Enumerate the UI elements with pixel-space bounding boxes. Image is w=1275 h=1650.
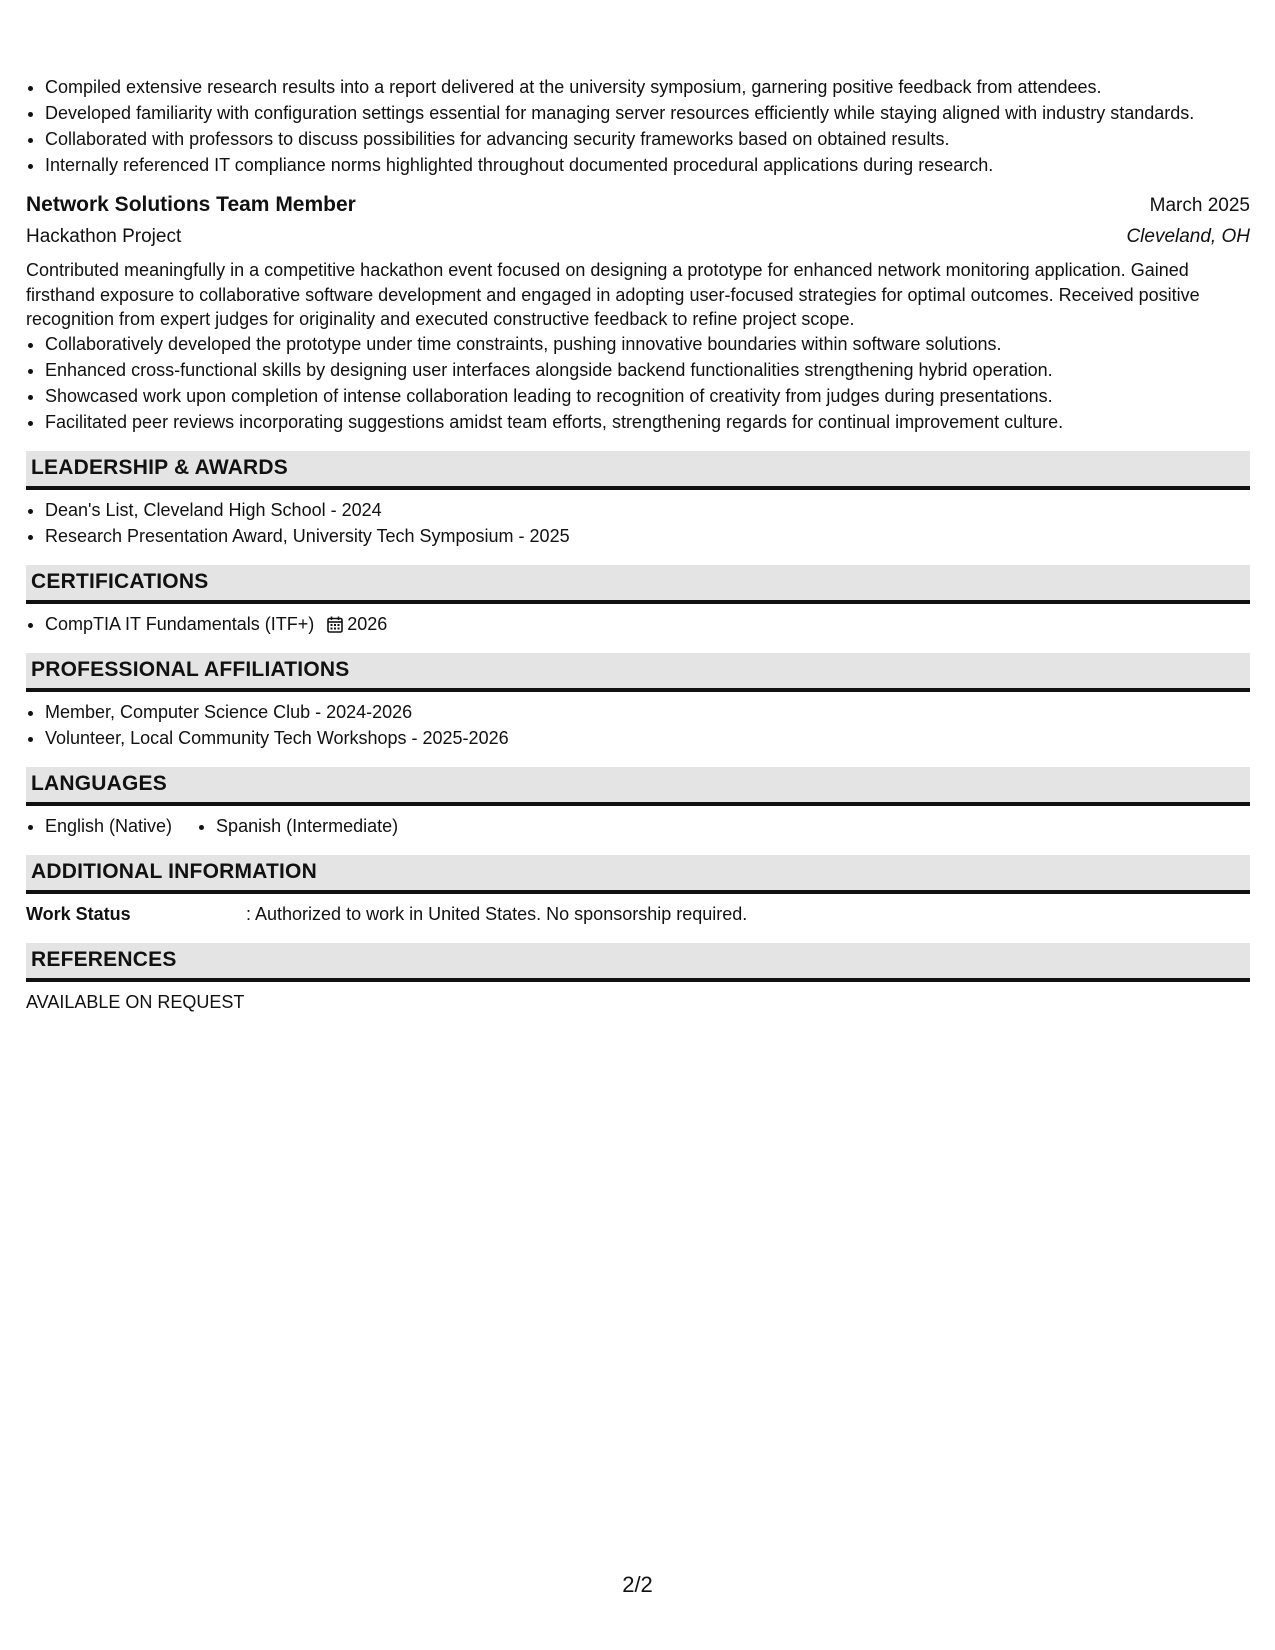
list-item: • Compiled extensive research results into a report delivered at the university symposium, garnering positive feedback from attendees. [45,76,1250,99]
section-heading: LANGUAGES [26,767,1250,806]
affiliations-list [26,701,1250,750]
calendar-icon [327,616,343,633]
section-heading: LEADERSHIP & AWARDS [26,451,1250,490]
languages-list [26,815,1250,838]
certification-year: 2026 [347,613,388,634]
list-item: • Volunteer, Local Community Tech Workshops - 2025-2026 [45,727,1250,750]
job-description: Contributed meaningfully in a competitive hackathon event focused on designing a prototype for enhanced network monitoring application. Gained firsthand exposure to collaborative software development and engaged in adopting user-focused strategies for optimal outcomes. Received positive recognition from expert judges for originality and executed constructive feedback to refine project scope. [26,260,1200,329]
awards-list [26,499,1250,548]
list-item: • Facilitated peer reviews incorporating suggestions amidst team efforts, strengthening regards for continual improvement culture. [45,411,1250,434]
list-item: • Dean's List, Cleveland High School - 2024 [45,499,1250,522]
section-heading: REFERENCES [26,943,1250,982]
affiliations-section [26,653,1250,750]
references-text: AVAILABLE ON REQUEST [26,991,245,1012]
list-item: • Showcased work upon completion of intense collaboration leading to recognition of creativity from judges during presentations. [45,385,1250,408]
list-item: • Spanish (Intermediate) [216,815,398,838]
list-item: • Collaborated with professors to discuss possibilities for advancing security frameworks based on obtained results. [45,128,1250,151]
list-item [45,613,1250,636]
list-item: • Collaboratively developed the prototype under time constraints, pushing innovative boundaries within software solutions. [45,333,1250,356]
work-status-label: Work Status [26,903,131,924]
references-section [26,943,1250,1014]
resume-page [26,76,1250,1014]
list-item: • Developed familiarity with configuration settings essential for managing server resources efficiently while staying aligned with industry standards. [45,102,1250,125]
list-item: • Research Presentation Award, University Tech Symposium - 2025 [45,525,1250,548]
job-header [26,191,1250,220]
list-item: • English (Native) [45,815,172,838]
work-status-value: : Authorized to work in United States. No sponsorship required. [246,903,748,924]
certification-name: • CompTIA IT Fundamentals (ITF+) [45,613,315,634]
job-location: Cleveland, OH [1126,226,1250,247]
work-status-row [26,903,1250,926]
list-item: • Member, Computer Science Club - 2024-2026 [45,701,1250,724]
job-organization: Hackathon Project [26,226,182,247]
job-date: March 2025 [1149,195,1250,216]
list-item: • Internally referenced IT compliance norms highlighted throughout documented procedural applications during research. [45,154,1250,177]
section-heading: PROFESSIONAL AFFILIATIONS [26,653,1250,692]
section-heading: ADDITIONAL INFORMATION [26,855,1250,894]
job-entry [26,191,1250,434]
leadership-section [26,451,1250,548]
list-item: • Enhanced cross-functional skills by designing user interfaces alongside backend functionalities strengthening hybrid operation. [45,359,1250,382]
job-title: Network Solutions Team Member [26,193,356,216]
certifications-section [26,565,1250,636]
section-heading: CERTIFICATIONS [26,565,1250,604]
certifications-list [26,613,1250,636]
research-bullet-list [26,76,1250,177]
job-bullet-list [26,333,1250,434]
additional-info-section [26,855,1250,926]
job-subheader [26,223,1250,251]
page-number: 2/2 [622,1572,653,1597]
languages-section [26,767,1250,838]
